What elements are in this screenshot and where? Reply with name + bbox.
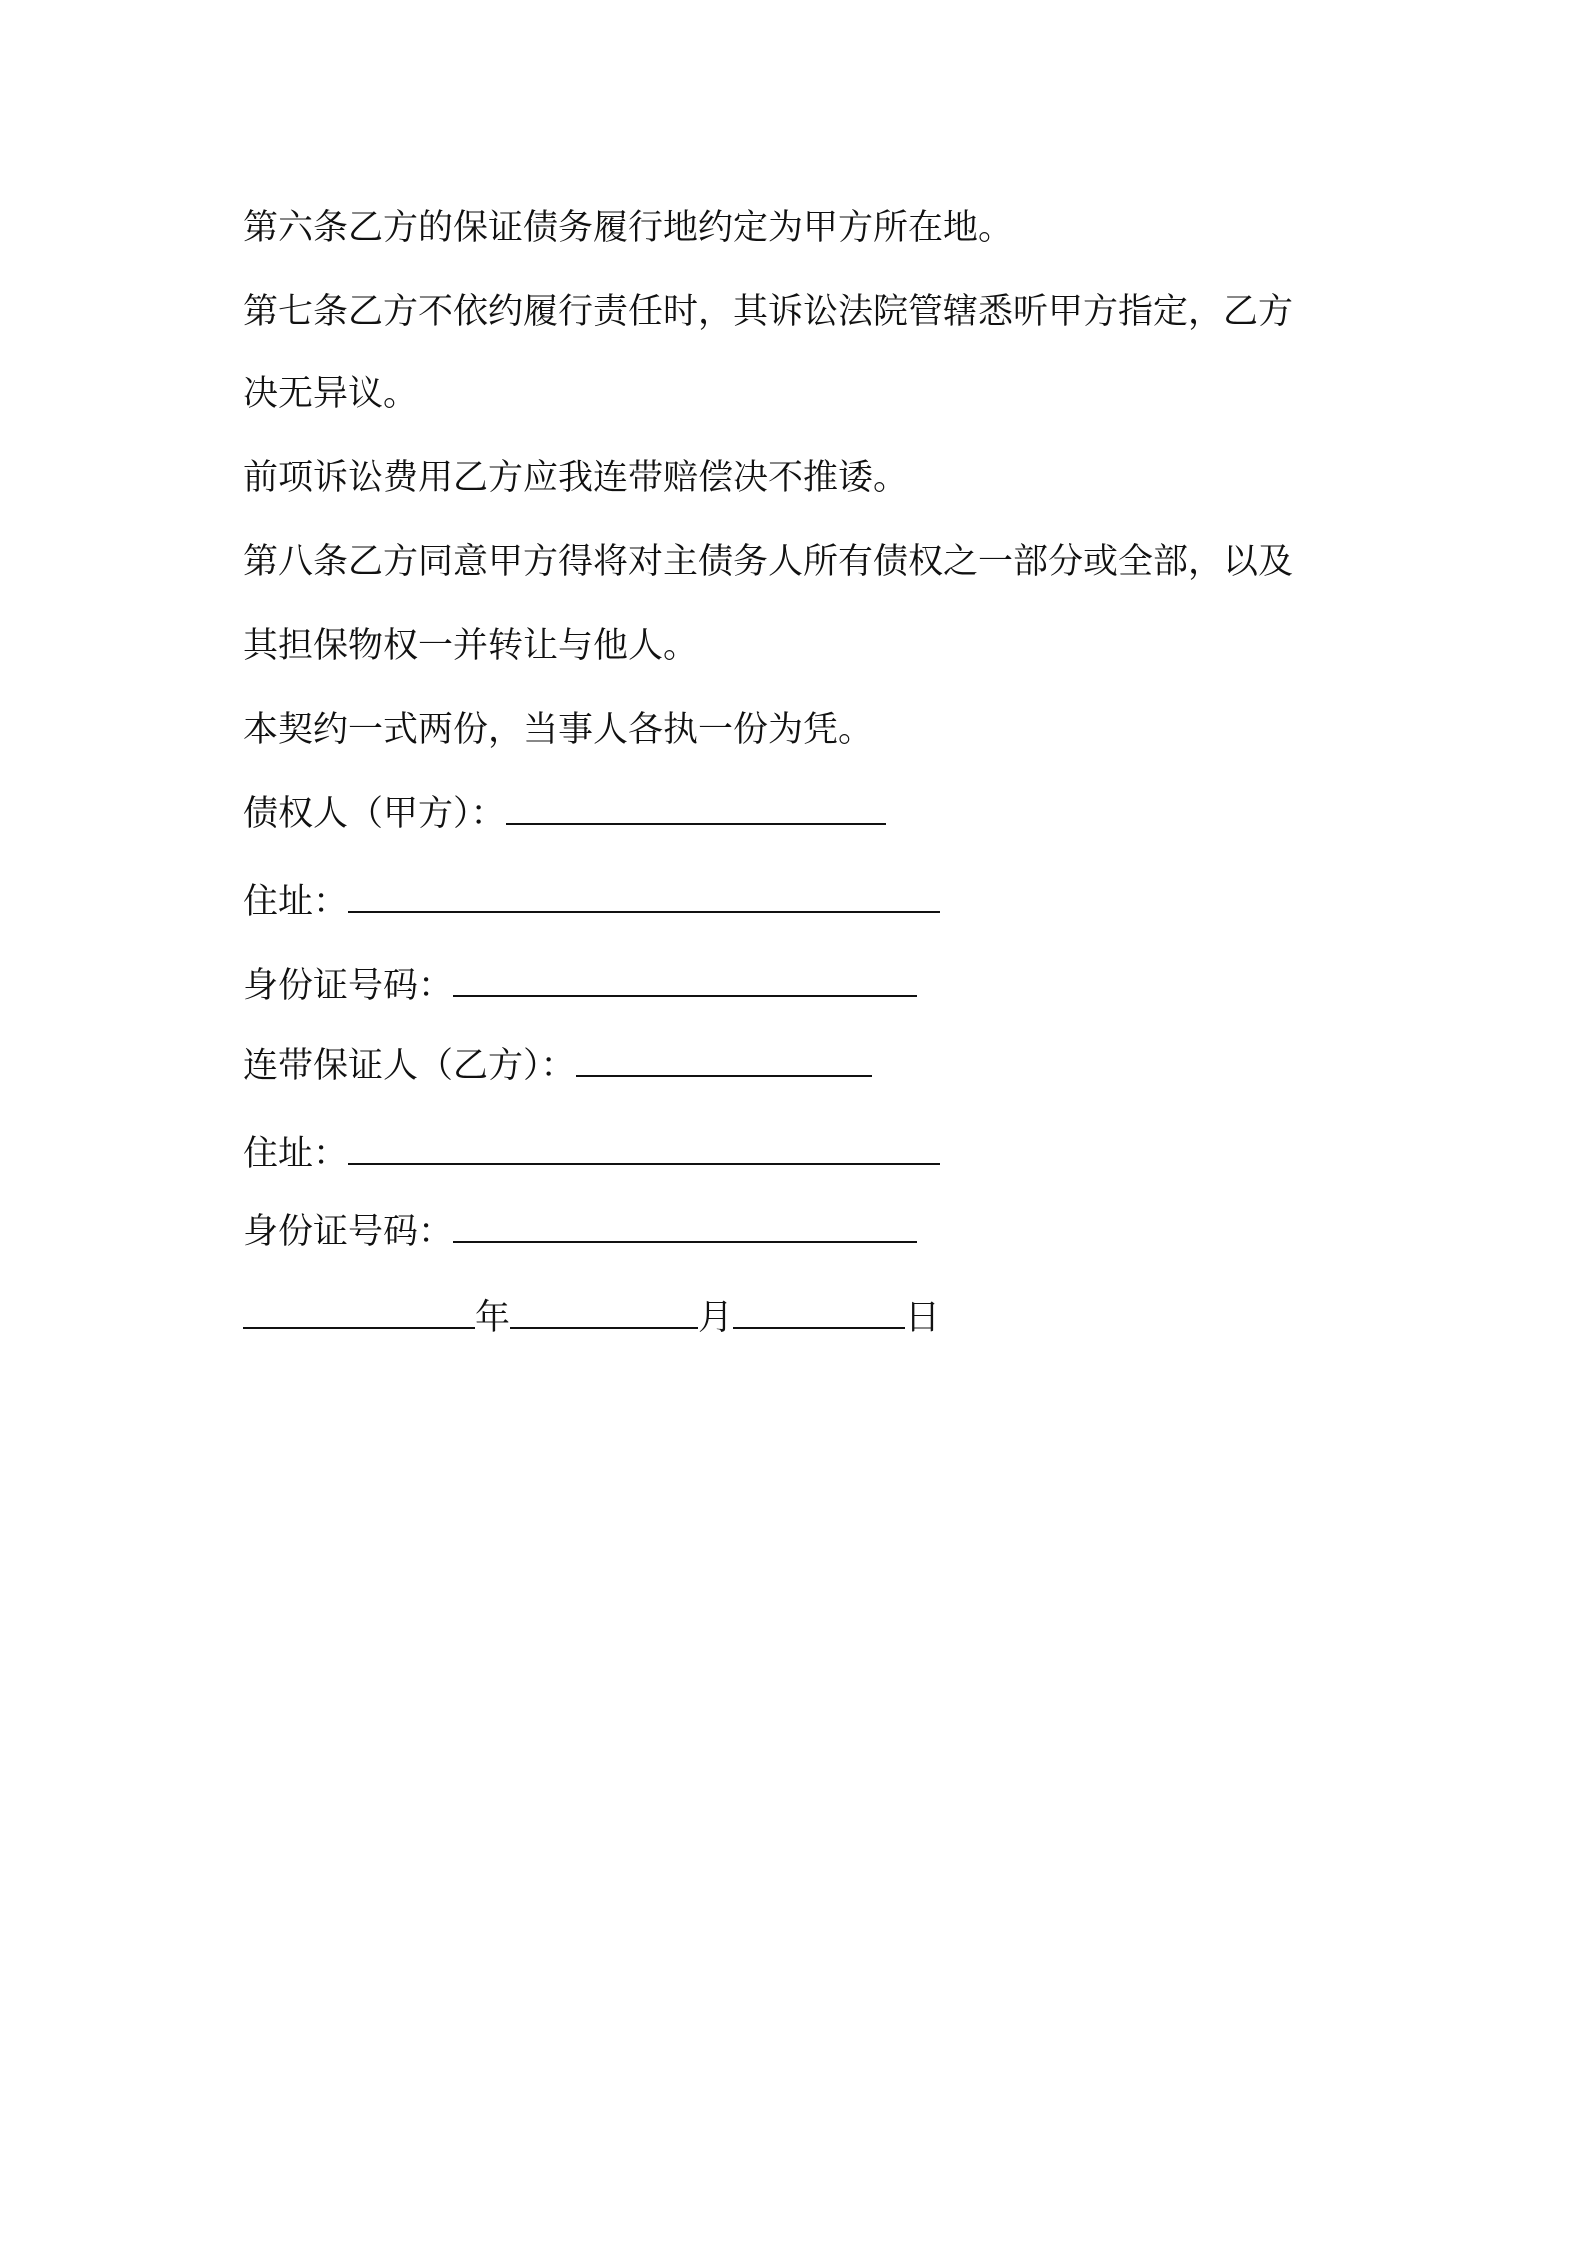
guarantor-signature-row (243, 1044, 872, 1088)
guarantor-id-blank[interactable] (453, 1211, 917, 1243)
month-blank[interactable] (510, 1297, 698, 1329)
copies-clause: 本契约一式两份，当事人各执一份为凭。 (243, 710, 874, 750)
guarantor-id-label: 身份证号码： (243, 1212, 454, 1252)
guarantor-id-row (243, 1210, 917, 1254)
year-blank[interactable] (243, 1297, 475, 1329)
litigation-costs-clause: 前项诉讼费用乙方应我连带赔偿决不推诿。 (243, 458, 909, 498)
creditor-address-blank[interactable] (348, 881, 940, 913)
creditor-label: 债权人（甲方）： (243, 794, 506, 834)
year-label: 年 (475, 1298, 511, 1338)
clause-6: 第六条乙方的保证债务履行地约定为甲方所在地。 (243, 208, 1014, 248)
clause-8-line-2: 其担保物权一并转让与他人。 (243, 626, 699, 666)
date-row (243, 1296, 940, 1340)
guarantor-address-blank[interactable] (348, 1133, 940, 1165)
creditor-name-blank[interactable] (506, 793, 886, 825)
month-label: 月 (698, 1298, 734, 1338)
clause-7-line-1: 第七条乙方不依约履行责任时，其诉讼法院管辖悉听甲方指定，乙方 (243, 292, 1294, 332)
guarantor-address-row (243, 1132, 940, 1176)
creditor-address-label: 住址： (243, 882, 349, 922)
day-label: 日 (905, 1298, 941, 1338)
creditor-signature-row (243, 792, 886, 836)
day-blank[interactable] (733, 1297, 905, 1329)
guarantor-name-blank[interactable] (576, 1045, 872, 1077)
creditor-id-label: 身份证号码： (243, 966, 454, 1006)
creditor-id-row (243, 964, 917, 1008)
clause-7-line-2: 决无异议。 (243, 374, 419, 414)
creditor-id-blank[interactable] (453, 965, 917, 997)
guarantor-label: 连带保证人（乙方）： (243, 1046, 576, 1086)
creditor-address-row (243, 880, 940, 924)
clause-8-line-1: 第八条乙方同意甲方得将对主债务人所有债权之一部分或全部，以及 (243, 542, 1294, 582)
guarantor-address-label: 住址： (243, 1134, 349, 1174)
